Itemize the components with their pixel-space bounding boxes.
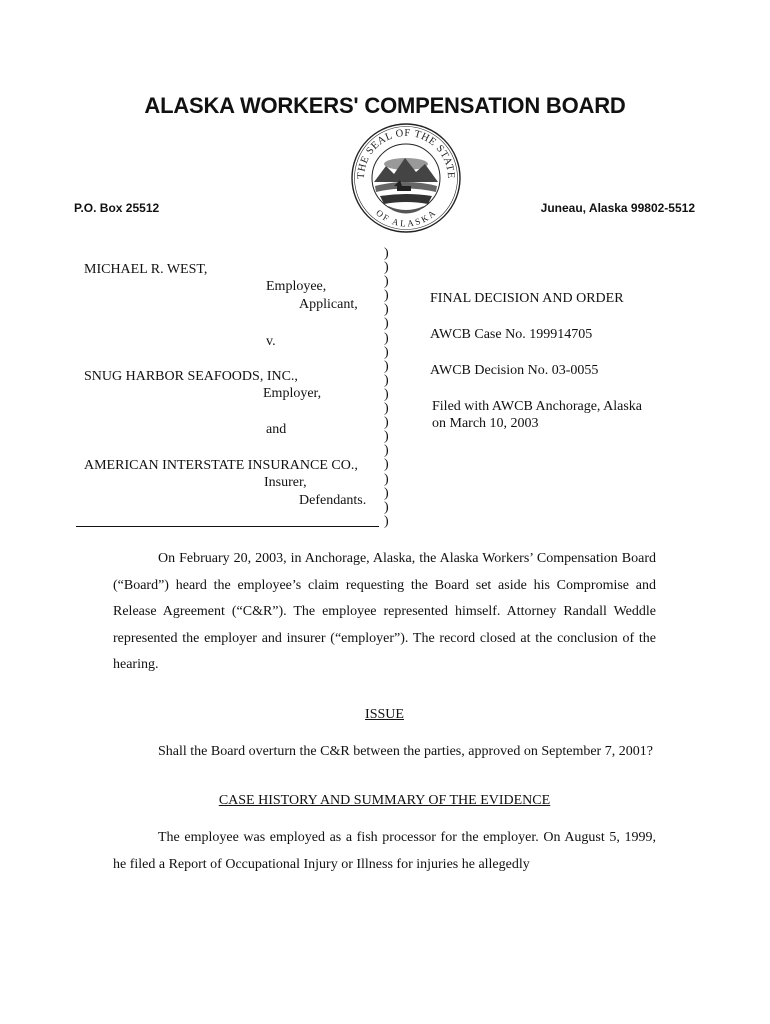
history-paragraph: The employee was employed as a fish processor for the employer. On August 5, 1999, he filed a Report of Occupational Injury or Illness for injuries he allegedly bbox=[113, 830, 656, 872]
employee-role: Employee, bbox=[266, 279, 327, 294]
caption-divider bbox=[76, 526, 379, 527]
svg-text:THE SEAL OF THE STATE: THE SEAL OF THE STATE bbox=[355, 127, 457, 180]
applicant-role: Applicant, bbox=[299, 297, 358, 312]
decision-body bbox=[113, 546, 656, 878]
history-heading: CASE HISTORY AND SUMMARY OF THE EVIDENCE bbox=[218, 793, 551, 808]
insurer-name: AMERICAN INTERSTATE INSURANCE CO., bbox=[84, 458, 358, 473]
employer-role: Employer, bbox=[263, 386, 322, 401]
decision-number: AWCB Decision No. 03-0055 bbox=[430, 363, 599, 378]
filed-line-2: on March 10, 2003 bbox=[432, 416, 539, 431]
document-type: FINAL DECISION AND ORDER bbox=[430, 291, 624, 306]
filed-line-1: Filed with AWCB Anchorage, Alaska bbox=[432, 399, 643, 414]
state-seal-icon bbox=[350, 122, 462, 234]
insurer-role: Insurer, bbox=[264, 475, 307, 490]
versus-label: v. bbox=[266, 334, 276, 349]
defendants-role: Defendants. bbox=[299, 493, 367, 508]
employer-name: SNUG HARBOR SEAFOODS, INC., bbox=[84, 369, 298, 384]
po-box-address: P.O. Box 25512 bbox=[74, 201, 160, 215]
case-number: AWCB Case No. 199914705 bbox=[430, 327, 593, 342]
issue-heading: ISSUE bbox=[365, 706, 404, 722]
and-label: and bbox=[266, 422, 287, 437]
board-title: ALASKA WORKERS' COMPENSATION BOARD bbox=[144, 93, 626, 118]
city-address: Juneau, Alaska 99802-5512 bbox=[540, 201, 695, 215]
svg-text:OF ALASKA: OF ALASKA bbox=[374, 207, 438, 229]
issue-paragraph: Shall the Board overturn the C&R between the parties, approved on September 7, 2001? bbox=[158, 743, 653, 759]
employee-name: MICHAEL R. WEST, bbox=[84, 262, 208, 277]
caption-paren-column: ) ) ) ) ) ) ) ) ) ) ) ) ) ) ) ) ) ) ) ) bbox=[384, 246, 389, 529]
intro-paragraph: On February 20, 2003, in Anchorage, Alaska, the Alaska Workers’ Compensation Board (“Board”) heard the employee’s claim requesting the Board set aside his Compromise and Release Agreement (“C&R”). The employee represented himself. Attorney Randall Weddle represented the employer and insurer (“employer”). The record closed at the conclusion of the hearing. bbox=[113, 551, 656, 672]
